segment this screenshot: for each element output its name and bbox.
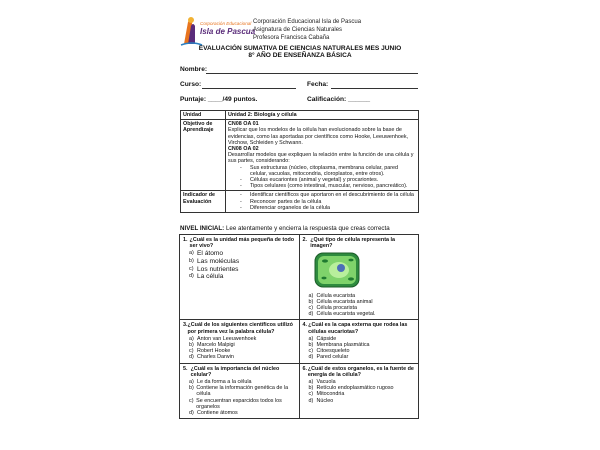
unidad-label: Unidad (181, 111, 226, 120)
answer-option[interactable]: c) Se encuentran esparcidos todos los organelos (189, 397, 282, 410)
question-text: ¿Cuál es la capa externa que rodea las células eucariotas? (308, 322, 408, 335)
header-line: Profesora Francisca Cabaña (253, 35, 330, 41)
answer-option[interactable]: c) Robert Hooke (189, 348, 231, 355)
oa2-code: CN08 OA 02 (228, 146, 259, 153)
curso-label: Curso: (180, 81, 202, 88)
oa2-text: Desarrollar modelos que expliquen la relación entre la función de una célula y sus partes, considerando: (228, 152, 414, 165)
answer-option[interactable]: d) Pared celular (308, 354, 349, 361)
answer-option[interactable]: b) Contiene la información genética de la célula (189, 385, 289, 398)
unidad-value: Unidad 2: Biología y célula (226, 111, 419, 120)
question-text: ¿Cuál de los siguientes científicos utilizó por primera vez la palabra célula? (187, 322, 293, 335)
logo-subtitle: Corporación Educacional (200, 21, 252, 26)
oa2-item: - Sus estructuras (núcleo, citoplasma, membrana celular, pared celular, vacuolas, mitocondria, cloroplastos, entre otros). (250, 165, 416, 177)
answer-option[interactable]: b) Retículo endoplasmático rugoso (308, 385, 394, 392)
oa1-text: Explicar que los modelos de la célula han evolucionado sobre la base de evidencias, como las aportadas por científicos como Hooke, Leeuwenhoek, Virchow, Schleiden y Schwann. (228, 127, 409, 146)
page-title: EVALUACIÓN SUMATIVA DE CIENCIAS NATURALES MES JUNIO (198, 45, 402, 52)
puntaje-label: Puntaje: ____/49 puntos. (180, 96, 258, 103)
info-table (180, 110, 419, 213)
question-4: 4. ¿Cuál es la capa externa que rodea las células eucariotas? a) Cápside b) Membrana plasmática c) Citoesqueleto d) Pared celular (299, 320, 419, 363)
answer-option[interactable]: b) Las moléculas (189, 258, 240, 265)
logo-title: Isla de Pascua (200, 27, 256, 36)
objetivo-content (226, 120, 419, 191)
questions-table (179, 234, 419, 419)
question-6: 6. ¿Cuál de estos organelos, es la fuente de energía de la célula? a) Vacuola b) Retículo endoplasmático rugoso c) Mitocondria d) Núcleo (299, 363, 419, 419)
school-logo (178, 14, 256, 48)
nivel-label: NIVEL INICIAL: (180, 225, 225, 232)
header-line: Corporación Educacional Isla de Pascua (253, 19, 362, 25)
question-3: 3. ¿Cuál de los siguientes científicos utilizó por primera vez la palabra célula? a) Anton van Leeuwenhoek b) Marcelo Malpigi c) Robert Hooke d) Charles Darwin (180, 320, 300, 363)
answer-option[interactable]: a) Anton van Leeuwenhoek (189, 335, 257, 342)
fecha-field[interactable] (331, 81, 418, 89)
indicador-item: - Identificar científicos que aportaron en el descubrimiento de la célula (250, 192, 416, 198)
answer-option[interactable]: c) Citoesqueleto (308, 348, 350, 355)
answer-option[interactable]: c) Los nutrientes (189, 265, 239, 273)
answer-option[interactable]: c) Célula procarista (308, 305, 357, 312)
answer-option[interactable]: a) Vacuola (308, 379, 336, 386)
question-text: ¿Cuál es la importancia del núcleo celular? (190, 365, 280, 378)
answer-option[interactable]: d) Contiene átomos (189, 410, 238, 417)
answer-option[interactable]: d) La célula (189, 273, 224, 281)
answer-option[interactable]: a) Le da forma a la célula (189, 379, 252, 386)
oa1-code: CN08 OA 01 (228, 121, 259, 128)
objetivo-label: Objetivo de Aprendizaje (181, 120, 226, 191)
indicador-content (226, 191, 419, 213)
question-2: 2. ¿Qué tipo de célula representa la imagen? a) Célula eucarista b) Célula eucarista animal c) Célula procarista d) Célula eucarista vegetal. (299, 235, 419, 320)
answer-option[interactable]: a) El átomo (189, 250, 224, 258)
curso-field[interactable] (202, 81, 296, 89)
oa2-item: - Tipos celulares (como intestinal, muscular, nervioso, pancreático). (250, 183, 416, 189)
plant-cell-icon (313, 251, 361, 289)
page-subtitle: 8° AÑO DE ENSEÑANZA BÁSICA (248, 52, 352, 59)
nombre-label: Nombre: (180, 66, 208, 73)
plant-cell-image (313, 251, 416, 291)
answer-option[interactable]: b) Célula eucarista animal (308, 298, 373, 305)
answer-option[interactable]: d) Charles Darwin (189, 354, 234, 361)
question-text: ¿Qué tipo de célula representa la imagen? (310, 237, 396, 250)
nivel-instruction (180, 225, 390, 232)
question-5: 5. ¿Cuál es la importancia del núcleo celular? a) Le da forma a la célula b) Contiene la información genética de la célula c) Se encuentran esparcidos todos los organelos d) Contiene átomos (180, 363, 300, 419)
indicador-label: Indicador de Evaluación (181, 191, 226, 213)
answer-option[interactable]: b) Membrana plasmática (308, 342, 370, 349)
question-text: ¿Cuál de estos organelos, es la fuente de energía de la célula? (307, 365, 414, 378)
answer-option[interactable]: d) Núcleo (308, 397, 334, 404)
question-1: 1. ¿Cuál es la unidad más pequeña de todo ser vivo? a) El átomo b) Las moléculas c) Los nutrientes d) La célula (180, 235, 300, 320)
header-lines (253, 18, 361, 42)
indicador-item: - Reconocer partes de la célula (250, 199, 416, 205)
header-line: Asignatura de Ciencias Naturales (253, 27, 343, 33)
answer-option[interactable]: b) Marcelo Malpigi (189, 342, 235, 349)
answer-option[interactable]: d) Célula eucarista vegetal. (308, 311, 376, 318)
indicador-item: - Diferenciar organelos de la célula (250, 205, 416, 211)
calificacion-label: Calificación: ______ (307, 96, 371, 103)
nivel-text: Lee atentamente y encierra la respuesta que creas correcta (225, 225, 390, 232)
answer-option[interactable]: a) Cápside (308, 335, 337, 342)
answer-option[interactable]: c) Mitocondria (308, 391, 345, 398)
nombre-field[interactable] (206, 66, 418, 74)
fecha-label: Fecha: (307, 81, 329, 88)
oa2-item: - Células eucariontes (animal y vegetal) y procariontes. (250, 177, 416, 183)
question-text: ¿Cuál es la unidad más pequeña de todo ser vivo? (189, 237, 295, 250)
answer-option[interactable]: a) Célula eucarista (308, 292, 356, 299)
